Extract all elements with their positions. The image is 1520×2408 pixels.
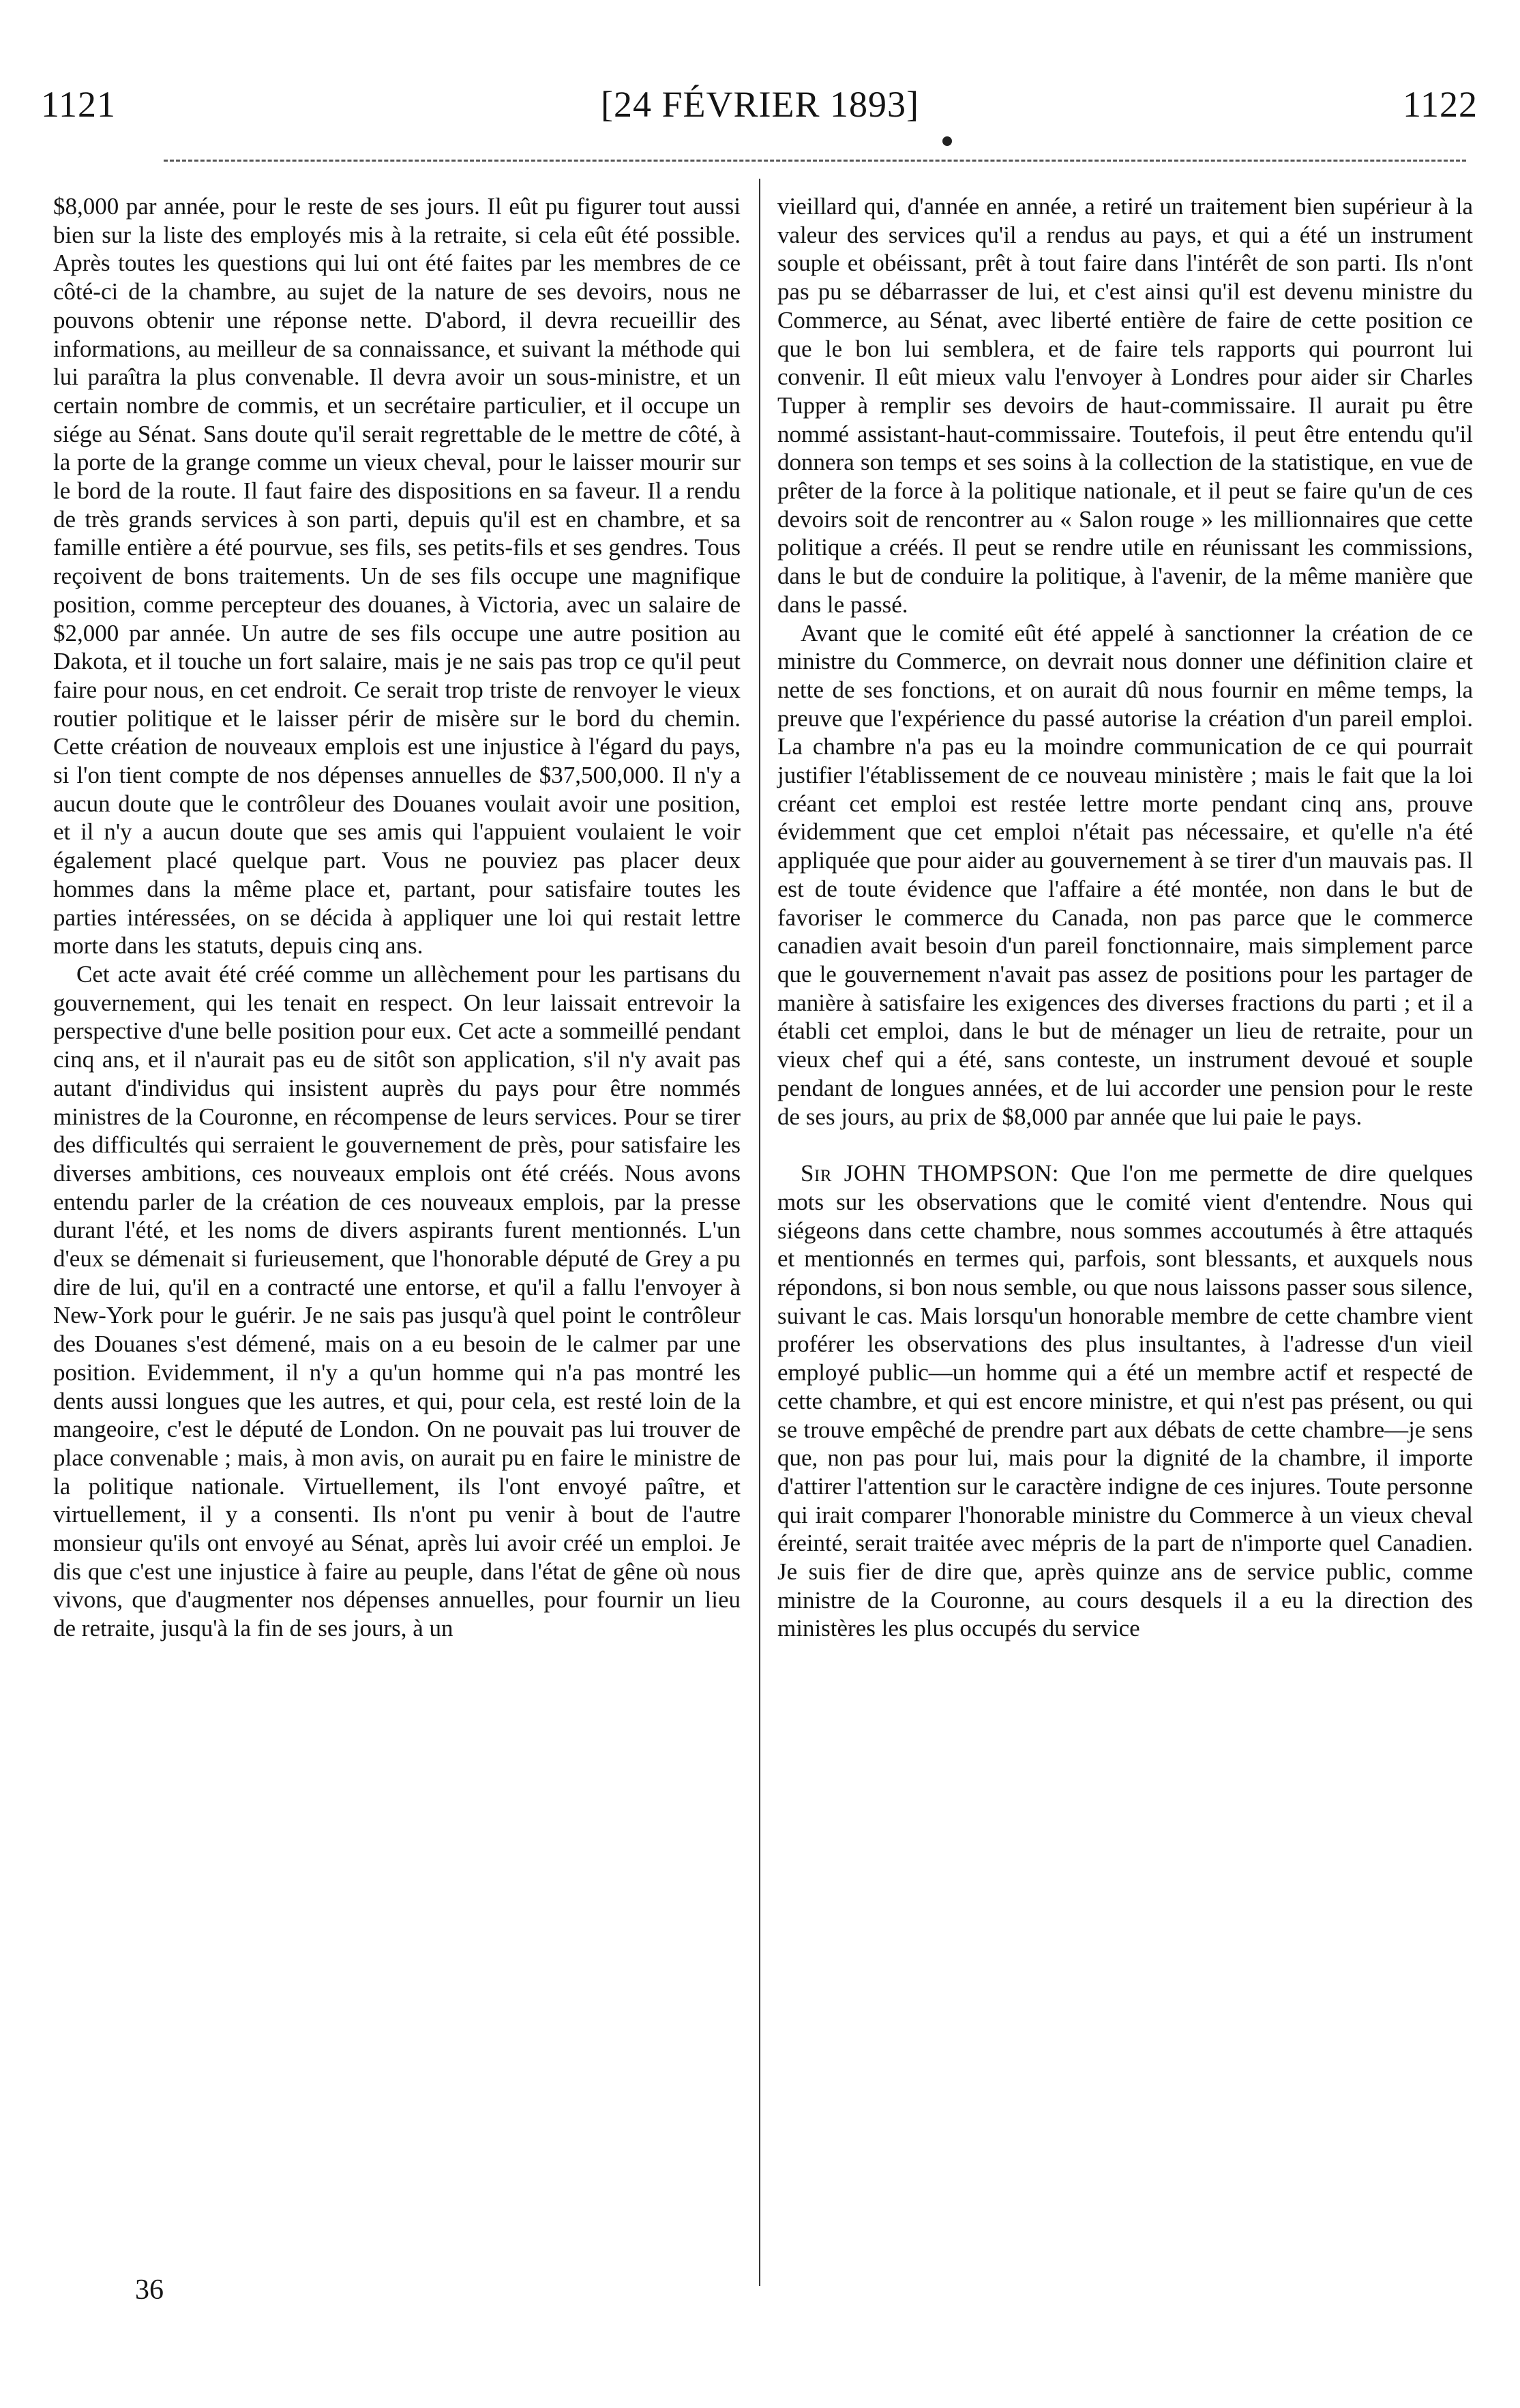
column-divider (759, 179, 760, 2286)
page-number-right: 1122 (1403, 84, 1478, 125)
header-rule (164, 160, 1466, 162)
speech-paragraph (777, 1159, 1473, 1643)
left-paragraph-2: Cet acte avait été créé comme un allèchement pour les partisans du gouvernement, qui les tenait en respect. On leur laissait entrevoir la perspective d'une belle position pour eux. Cet acte a sommeillé pendant cinq ans, et il n'aurait pas eu de sitôt son application, s'il n'y avait pas autant d'individus qui insistent auprès du pays pour être nommés ministres de la Couronne, en récompense de leurs services. Pour se tirer des difficultés qui serraient le gouvernement de près, pour satisfaire les diverses ambitions, ces nouveaux emplois ont été créés. Nous avons entendu parler de la création de ces nouveaux emplois, par la presse durant l'été, et les noms de divers aspirants furent mentionnés. L'un d'eux se démenait si furieusement, que l'honorable député de Grey a pu dire de lui, qu'il en a contracté une entorse, et qu'il a fallu l'envoyer à New-York pour le guérir. Je ne sais pas jusqu'à quel point le contrôleur des Douanes s'est démené, mais on a eu besoin de le calmer par une position. Evidemment, il n'y a qu'un homme qui n'a pas montré les dents aussi longues que les autres, et qui, pour cela, est resté loin de la mangeoire, c'est le député de London. On ne pouvait pas lui trouver de place convenable ; mais, à mon avis, on aurait pu en faire le ministre de la politique nationale. Virtuellement, ils l'ont envoyé paître, et virtuellement, il y a consenti. Ils n'ont pu venir à bout de l'autre monsieur qu'ils ont envoyé au Sénat, après lui avoir créé un emploi. Je dis que c'est une injustice à faire au peuple, dans l'état de gêne où nous vivons, que d'augmenter nos dépenses annuelles, pour fournir un lieu de retraite, jusqu'à la fin de ses jours, à un (53, 960, 741, 1642)
left-paragraph-1: $8,000 par année, pour le reste de ses jours. Il eût pu figurer tout aussi bien sur la liste des employés mis à la retraite, si cela eût été possible. Après toutes les questions qui lui ont été faites par les membres de ce côté-ci de la chambre, au sujet de la nature de ses devoirs, nous ne pouvons obtenir une réponse nette. D'abord, il devra recueillir des informations, au meilleur de sa connaissance, et suivant la méthode qui lui paraîtra la plus convenable. Il devra avoir un sous-ministre, et un certain nombre de commis, et un secrétaire particulier, et il occupe un siége au Sénat. Sans doute qu'il serait regrettable de le mettre de côté, à la porte de la grange comme un vieux cheval, pour le laisser mourir sur le bord de la route. Il faut faire des dispositions en sa faveur. Il a rendu de très grands services à son parti, depuis qu'il est en chambre, et sa famille entière a été pourvue, ses fils, ses petits-fils et ses gendres. Tous reçoivent de bons traitements. Un de ses fils occupe une magnifique position, comme percepteur des douanes, à Victoria, avec un salaire de $2,000 par année. Un autre de ses fils occupe une autre position au Dakota, et il touche un fort salaire, mais je ne sais pas trop ce qu'il peut faire pour nous, en cet endroit. Ce serait trop triste de renvoyer le vieux routier politique et le laisser périr de misère sur le bord du chemin. Cette création de nouveaux emplois est une injustice à l'égard du pays, si l'on tient compte de nos dépenses annuelles de $37,500,000. Il n'y a aucun doute que le contrôleur des Douanes voulait avoir une position, et il n'y a aucun doute que ses amis qui l'appuient voulaient le voir également placé quelque part. Vous ne pouviez pas placer deux hommes dans la même place et, partant, pour satisfaire toutes les parties intéressées, on se décida à appliquer une loi qui restait lettre morte dans les statuts, depuis cinq ans. (53, 193, 741, 960)
header-dot-ornament (942, 136, 952, 146)
right-paragraph-1: vieillard qui, d'année en année, a retiré un traitement bien supérieur à la valeur des services qu'il a rendus au pays, et qui a été un instrument souple et obéissant, prêt à tout faire dans l'intérêt de son parti. Ils n'ont pas pu se débarrasser de lui, et c'est ainsi qu'il est devenu ministre du Commerce, au Sénat, avec liberté entière de faire de cette position ce que le bon lui semblera, et de faire tels rapports qui pourront lui convenir. Il eût mieux valu l'envoyer à Londres pour aider sir Charles Tupper à remplir ses devoirs de haut-commissaire. Il aurait pu être nommé assistant-haut-commissaire. Toutefois, il peut être entendu qu'il donnera son temps et ses soins à la collection de la statistique, en vue de prêter de la force à la politique nationale, et il peut se faire qu'un de ces devoirs soit de rencontrer au « Salon rouge » les millionnaires que cette politique a créés. Il peut se rendre utile en réunissant les commissions, dans le but de conduire la politique, à l'avenir, de la même manière que dans le passé. (777, 193, 1473, 618)
signature-mark: 36 (135, 2274, 164, 2306)
right-paragraph-2: Avant que le comité eût été appelé à sanctionner la création de ce ministre du Commerce, on devrait nous donner une définition claire et nette de ses fonctions, et on aurait dû nous fournir en même temps, la preuve que l'expérience du passé autorise la création d'un pareil emploi. La chambre n'a pas eu la moindre communication de ce qui pourrait justifier l'établissement de ce nouveau ministère ; mais le fait que la loi créant cet emploi est restée lettre morte pendant cinq ans, prouve évidemment que cet emploi n'était pas nécessaire, et qu'elle n'a été appliquée que pour aider au gouvernement à se tirer d'un mauvais pas. Il est de toute évidence que l'affaire a été montée, non dans le but de favoriser le commerce du Canada, non pas parce que le commerce canadien avait besoin d'un pareil fonctionnaire, mais simplement parce que le gouvernement n'avait pas assez de positions pour les partager de manière à satisfaire les exigences des diverses fractions du parti ; et il a établi cet emploi, dans le but de ménager un lieu de retraite, pour un vieux chef qui a été, sans conteste, un instrument devoué et souple pendant de longues années, et de lui accorder une pension pour le reste de ses jours, au prix de $8,000 par année que lui paie le pays. (777, 619, 1473, 1130)
page-number-left: 1121 (41, 84, 116, 125)
right-column (777, 192, 1473, 1643)
left-column (53, 192, 741, 1643)
speech-text: Que l'on me permette de dire quelques mots sur les observations que le comité vient d'entendre. Nous qui siégeons dans cette chambre, nous sommes accoutumés à être attaqués et mentionnés en termes qui, parfois, sont blessants, et auxquels nous répondons, si bon nous semble, ou que nous laissons passer sous silence, suivant le cas. Mais lorsqu'un honorable membre de cette chambre vient proférer les observations des plus insultantes, à l'adresse d'un vieil employé public—un homme qui a été un membre actif et respecté de cette chambre, et qui est encore ministre, et qui n'est pas présent, ou qui se trouve empêché de prendre part aux débats de cette chambre—je sens que, non pas pour lui, mais pour la dignité de la chambre, il importe d'attirer l'attention sur le caractère indigne de ces injures. Toute personne qui irait comparer l'honorable ministre du Commerce à un vieux cheval éreinté, serait traitée avec mépris de la part de n'importe quel Canadien. Je suis fier de dire que, après quinze ans de service public, comme ministre de la Couronne, au cours desquels il a eu la direction des ministères les plus occupés du service (777, 1160, 1473, 1642)
running-head (0, 83, 1520, 131)
page-date-heading: [24 FÉVRIER 1893] (601, 84, 919, 125)
speaker-name: Sir JOHN THOMPSON: (801, 1160, 1059, 1187)
